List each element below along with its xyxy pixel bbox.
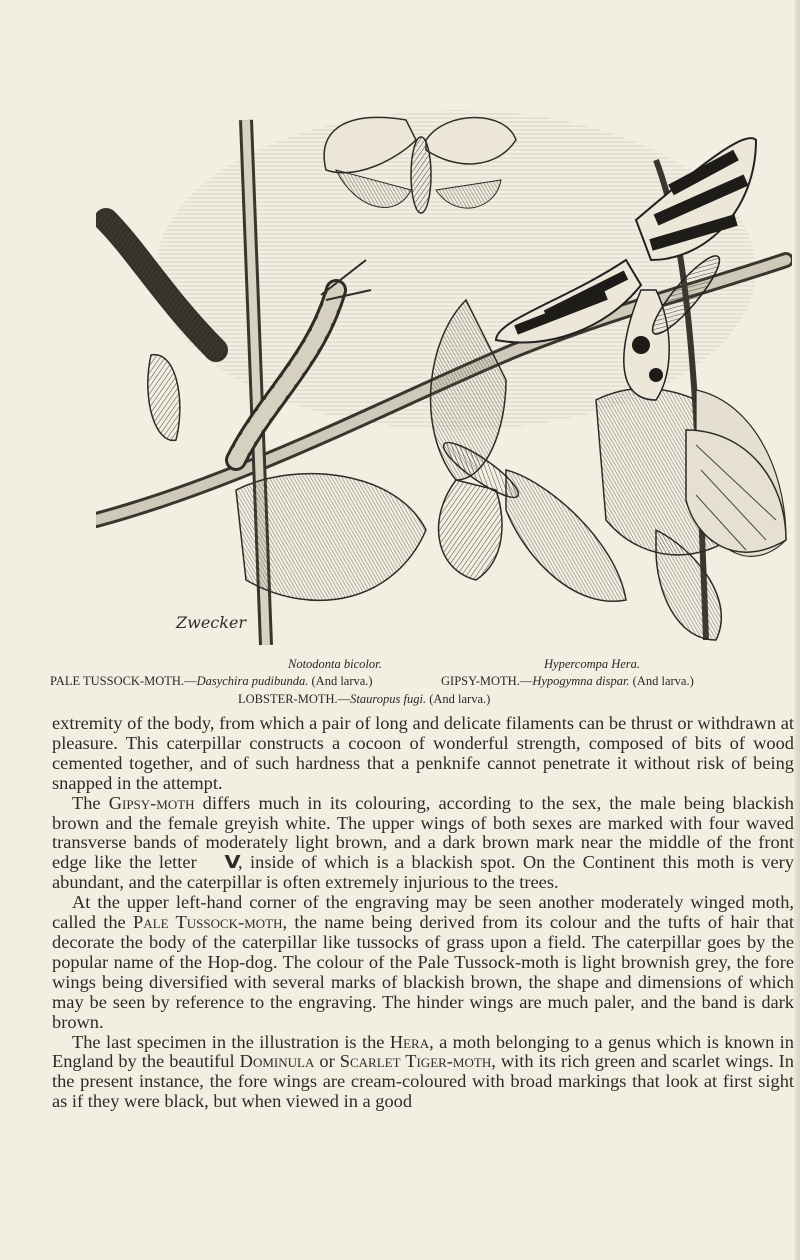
species-label-left: Notodonta bicolor.: [288, 657, 382, 671]
paragraph-2: [52, 794, 794, 894]
p4-pre: The last specimen in the illustration is the: [72, 1031, 385, 1052]
p3-pre: At the upper left-hand corner of the engraving may be seen another moderately winged moth, called the: [52, 892, 794, 933]
p2-mid: differs much in its colouring, according to the sex, the male being blackish brown and the female greyish white. The upper wings of both sexes are marked with four waved transverse bands of moderately light brown, and a dark brown mark near the middle of the front edge like the letter: [52, 792, 794, 873]
caption-line-2: [238, 692, 490, 707]
term-pale-tussock-moth: Pale Tussock-moth: [133, 912, 283, 933]
p2-post: , inside of which is a blackish spot. On the Continent this moth is very abundant, and the caterpillar is often extremely injurious to the trees.: [52, 852, 794, 893]
caption-line-1: [50, 674, 373, 689]
caption-line-1-right: [441, 674, 694, 689]
v-mark-glyph: V: [224, 852, 241, 874]
paragraph-1: extremity of the body, from which a pair of long and delicate filaments can be thrust or withdrawn at pleasure. This caterpillar constructs a cocoon of wonderful strength, composed of bits of wood cemented together, and of such hardness that a penknife cannot penetrate it without risk of being snapped in the attempt.: [52, 713, 794, 793]
p4-post: , with its rich green and scarlet wings. In the present instance, the fore wings are cream-coloured with broad markings that look at first sight as if they were black, but when viewed in a good: [52, 1051, 794, 1112]
caption-pale-tussock-latin: Dasychira pudibunda.: [196, 674, 309, 688]
species-label-right: Hypercompa Hera.: [544, 657, 641, 671]
caption-dash: —: [519, 674, 533, 688]
body-text: [52, 714, 794, 1112]
caption-pale-tussock-name: PALE TUSSOCK-MOTH.: [50, 674, 185, 688]
caption-pale-tussock-note: (And larva.): [311, 674, 373, 688]
page-edge: [794, 0, 800, 1260]
caption-lobster-latin: Stauropus fugi.: [350, 692, 427, 706]
caption-dash: —: [184, 674, 197, 688]
caption-dash: —: [337, 692, 351, 706]
artist-signature: Zwecker: [176, 613, 247, 632]
p4-mid1: , a moth belonging to a genus which is known in England by the beautiful: [52, 1031, 794, 1072]
caption-lobster-note: (And larva.): [429, 692, 491, 706]
caption-lobster-name: LOBSTER-MOTH.: [238, 692, 338, 706]
p3-post: , the name being derived from its colour and the tufts of hair that decorate the body of the caterpillar like tussocks of grass upon a field. The caterpillar goes by the popular name of the Hop-dog. The colour of the Pale Tussock-moth is light brownish grey, the fore wings being diversified with several marks of blackish brown, the shape and dimensions of which may be seen by reference to the engraving. The hinder wings are much paler, and the band is dark brown.: [52, 912, 794, 1032]
term-dominula: Dominula: [239, 1051, 315, 1072]
moth-engraving: [96, 100, 792, 645]
term-hera: Hera: [389, 1031, 430, 1052]
paragraph-3: [52, 893, 794, 1032]
paragraph-4: [52, 1033, 794, 1113]
caption-gipsy-name: GIPSY-MOTH.: [441, 674, 520, 688]
cocoon: [148, 355, 180, 441]
p4-mid2: or: [319, 1051, 335, 1072]
term-gipsy-moth: Gipsy-moth: [108, 792, 195, 813]
term-scarlet-tiger-moth: Scarlet Tiger-moth: [339, 1051, 492, 1072]
caption-gipsy-latin: Hypogymna dispar.: [532, 674, 630, 688]
p2-pre: The: [72, 792, 101, 813]
caption-gipsy-note: (And larva.): [632, 674, 694, 688]
